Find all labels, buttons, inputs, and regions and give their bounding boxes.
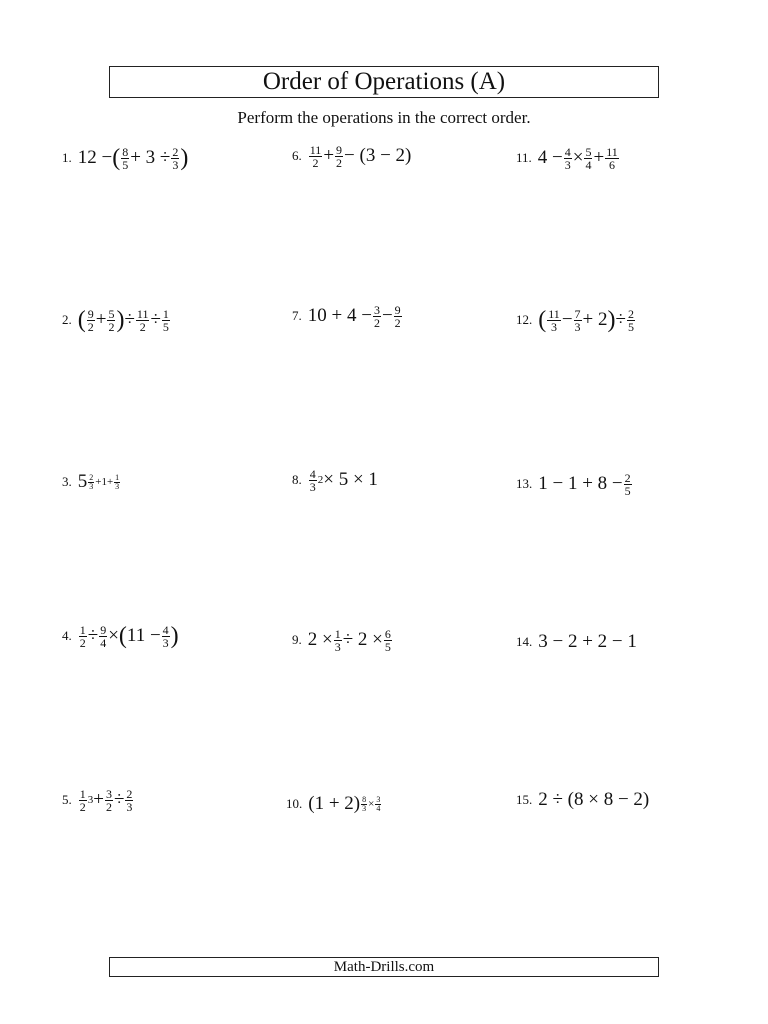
fraction: $\frac{8}{5}$ [122, 144, 129, 172]
problem-5: 5. $\frac{1}{2}$ 3 + $\frac{3}{2}$ ÷ $\frac{2}{3}$ [62, 786, 133, 814]
problem-10: 10. (1 + 2) $\frac{8}{3}$ × $\frac{3}{4}$ [286, 793, 381, 814]
fraction: $\frac{3}{4}$ [376, 794, 381, 813]
fraction: $\frac{9}{2}$ [336, 142, 343, 170]
problem-number: 7. [292, 308, 302, 323]
problem-number: 6. [292, 148, 302, 163]
problem-number: 3. [62, 474, 72, 489]
fraction: $\frac{2}{3}$ [126, 786, 133, 814]
problem-11: 11. 4 − $\frac{4}{3}$ × $\frac{5}{4}$ + $\frac{11}{6}$ [516, 144, 618, 172]
fraction: $\frac{11}{3}$ [548, 306, 560, 334]
problem-3: 3. 5 $\frac{2}{3}$ +1+ $\frac{1}{3}$ [62, 471, 120, 492]
fraction: $\frac{6}{5}$ [384, 626, 391, 654]
fraction: $\frac{1}{2}$ [79, 786, 86, 814]
problem-2: 2. ( $\frac{9}{2}$ + $\frac{5}{2}$ ) ÷ $\frac{11}{2}$ ÷ $\frac{1}{5}$ [62, 306, 169, 334]
fraction: $\frac{9}{2}$ [394, 302, 401, 330]
fraction: $\frac{11}{2}$ [309, 142, 322, 170]
problem-number: 4. [62, 628, 72, 643]
problem-13: 13. 1 − 1 + 8 − $\frac{2}{5}$ [516, 470, 631, 498]
fraction: $\frac{7}{3}$ [574, 306, 581, 334]
fraction: $\frac{11}{6}$ [606, 144, 618, 172]
problem-15: 15. 2 ÷ (8 × 8 − 2) [516, 789, 650, 810]
fraction: $\frac{1}{5}$ [162, 306, 169, 334]
problem-number: 5. [62, 792, 72, 807]
problem-number: 8. [292, 472, 302, 487]
problem-number: 2. [62, 312, 72, 327]
fraction: $\frac{9}{2}$ [87, 306, 94, 334]
problem-9: 9. 2 × $\frac{1}{3}$ ÷ 2 × $\frac{6}{5}$ [292, 626, 391, 654]
fraction: $\frac{2}{3}$ [89, 472, 94, 491]
problem-1: 1. 12 − ( $\frac{8}{5}$ + 3 ÷ $\frac{2}{3}$ ) [62, 144, 189, 172]
fraction: $\frac{3}{2}$ [105, 786, 112, 814]
fraction: $\frac{2}{5}$ [624, 470, 631, 498]
footer-site-name: Math-Drills.com [109, 957, 659, 977]
fraction: $\frac{3}{2}$ [373, 302, 380, 330]
problem-8: 8. $\frac{4}{3}$ 2 × 5 × 1 [292, 466, 378, 494]
fraction: $\frac{4}{3}$ [309, 466, 316, 494]
fraction: $\frac{4}{3}$ [564, 144, 571, 172]
problem-7: 7. 10 + 4 − $\frac{3}{2}$ − $\frac{9}{2}$ [292, 302, 401, 330]
problem-6: 6. $\frac{11}{2}$ + $\frac{9}{2}$ − (3 − 2) [292, 142, 412, 170]
problem-number: 9. [292, 632, 302, 647]
fraction: $\frac{11}{2}$ [136, 306, 149, 334]
fraction: $\frac{9}{4}$ [100, 622, 107, 650]
problem-4: 4. $\frac{1}{2}$ ÷ $\frac{9}{4}$ × ( 11 − $\frac{4}{3}$ ) [62, 622, 179, 650]
worksheet-title: Order of Operations (A) [109, 66, 659, 98]
exponent: $\frac{2}{3}$ +1+ $\frac{1}{3}$ [89, 472, 120, 491]
fraction: $\frac{2}{5}$ [627, 306, 634, 334]
problem-14: 14. 3 − 2 + 2 − 1 [516, 631, 637, 652]
problem-number: 14. [516, 634, 533, 649]
fraction: $\frac{8}{3}$ [362, 794, 367, 813]
exponent: $\frac{8}{3}$ × $\frac{3}{4}$ [362, 794, 381, 813]
problem-number: 11. [516, 150, 532, 165]
fraction: $\frac{4}{3}$ [162, 622, 169, 650]
problem-number: 10. [286, 796, 303, 811]
instructions: Perform the operations in the correct order. [237, 108, 531, 127]
fraction: $\frac{1}{2}$ [79, 622, 86, 650]
problem-number: 12. [516, 312, 533, 327]
fraction: $\frac{1}{3}$ [115, 472, 120, 491]
fraction: $\frac{2}{3}$ [172, 144, 179, 172]
fraction: $\frac{1}{3}$ [334, 626, 341, 654]
problem-number: 13. [516, 476, 533, 491]
problem-12: 12. ( $\frac{11}{3}$ − $\frac{7}{3}$ + 2 ) ÷ $\frac{2}{5}$ [516, 306, 634, 334]
problem-number: 15. [516, 792, 533, 807]
problem-number: 1. [62, 150, 72, 165]
fraction: $\frac{5}{4}$ [585, 144, 592, 172]
fraction: $\frac{5}{2}$ [108, 306, 115, 334]
